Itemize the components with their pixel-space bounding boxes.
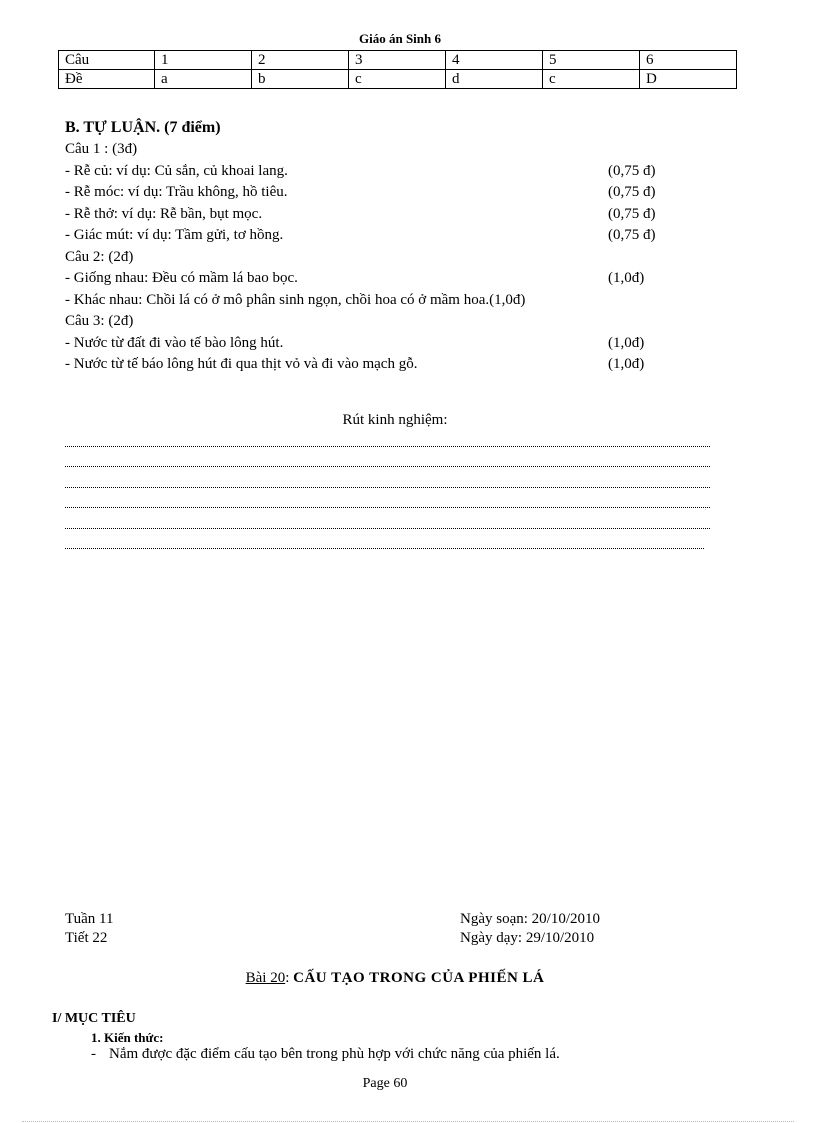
table-cell: D — [640, 70, 737, 89]
essay-line-score: (0,75 đ) — [608, 184, 656, 200]
table-cell: 4 — [446, 51, 543, 70]
essay-line-text: - Rễ củ: ví dụ: Củ sắn, củ khoai lang. — [65, 162, 288, 179]
essay-line-text: - Nước từ tế báo lông hút đi qua thịt vỏ và đi vào mạch gỗ. — [65, 356, 418, 372]
essay-line-text: - Nước từ đất đi vào tế bào lông hút. — [65, 334, 284, 351]
table-cell: c — [349, 70, 446, 89]
week-label: Tuần 11 — [65, 911, 114, 927]
dotted-line — [65, 494, 710, 515]
table-cell: Đề — [59, 70, 155, 89]
experience-dotted-lines — [65, 432, 710, 555]
essay-line — [65, 204, 705, 226]
essay-line-score: (1,0đ) — [608, 334, 645, 351]
essay-line — [65, 311, 705, 333]
table-row — [59, 51, 737, 70]
lesson-number: Bài 20 — [245, 970, 286, 986]
table-cell: 6 — [640, 51, 737, 70]
essay-line-score: (1,0đ) — [608, 270, 645, 286]
essay-line-text: Câu 2: (2đ) — [65, 248, 134, 265]
experience-title: Rút kinh nghiệm: — [342, 412, 448, 428]
essay-line — [65, 161, 705, 183]
objective-bullet-text: Nắm được đặc điểm cấu tạo bên trong phù hợp với chức năng của phiến lá. — [109, 1046, 560, 1062]
essay-line — [65, 290, 705, 312]
dotted-line — [65, 514, 710, 535]
essay-line — [65, 182, 705, 204]
essay-line — [65, 139, 705, 161]
essay-line-text: - Giác mút: ví dụ: Tầm gửi, tơ hồng. — [65, 227, 284, 243]
table-cell: Câu — [59, 51, 155, 70]
knowledge-subheading: 1. Kiến thức: — [91, 1030, 164, 1045]
table-cell: 5 — [543, 51, 640, 70]
essay-line — [65, 333, 705, 355]
dotted-line — [65, 432, 710, 453]
page-number: Page 60 — [362, 1076, 408, 1091]
page-footer-rule — [22, 1121, 794, 1122]
essay-line-text: - Khác nhau: Chồi lá có ở mô phân sinh ngọn, chồi hoa có ở mầm hoa.(1,0đ) — [65, 291, 526, 308]
objective-bullet — [91, 1046, 560, 1063]
essay-line — [65, 268, 705, 290]
table-cell: 1 — [155, 51, 252, 70]
essay-line-score: (0,75 đ) — [608, 162, 656, 179]
teaching-date: Ngày dạy: 29/10/2010 — [460, 930, 595, 946]
essay-line-text: Câu 1 : (3đ) — [65, 141, 138, 157]
objectives-heading: I/ MỤC TIÊU — [52, 1011, 136, 1026]
header-title: Giáo án Sinh 6 — [358, 31, 441, 46]
essay-line — [65, 247, 705, 269]
essay-line — [65, 354, 705, 376]
essay-title-text: B. TỰ LUẬN. — [65, 119, 161, 136]
prepared-date: Ngày soạn: 20/10/2010 — [460, 911, 600, 927]
table-cell: 2 — [252, 51, 349, 70]
dotted-line — [65, 453, 710, 474]
essay-line-text: - Rễ thở: ví dụ: Rễ bần, bụt mọc. — [65, 205, 263, 222]
week-period-info — [65, 910, 114, 948]
essay-line — [65, 225, 705, 247]
table-cell: b — [252, 70, 349, 89]
essay-line-text: Câu 3: (2đ) — [65, 313, 134, 329]
essay-line-score: (1,0đ) — [608, 356, 645, 372]
period-label: Tiết 22 — [65, 930, 108, 946]
table-cell: d — [446, 70, 543, 89]
essay-section — [65, 117, 705, 376]
essay-line-text: - Rễ móc: ví dụ: Trầu không, hồ tiêu. — [65, 184, 288, 200]
essay-title — [65, 117, 705, 139]
essay-line-text: - Giống nhau: Đều có mầm lá bao bọc. — [65, 270, 298, 286]
answer-table — [58, 50, 737, 89]
lesson-name: CẤU TẠO TRONG CỦA PHIẾN LÁ — [293, 970, 545, 986]
essay-points: (7 điểm) — [164, 119, 221, 136]
dotted-line — [65, 473, 710, 494]
bullet-dash: - — [91, 1046, 96, 1062]
lesson-separator: : — [285, 970, 294, 986]
table-cell: 3 — [349, 51, 446, 70]
lesson-title — [0, 970, 790, 987]
table-cell: c — [543, 70, 640, 89]
essay-line-score: (0,75 đ) — [608, 227, 656, 243]
date-info — [460, 910, 600, 948]
dotted-line — [65, 535, 710, 556]
table-row — [59, 70, 737, 89]
table-cell: a — [155, 70, 252, 89]
essay-line-score: (0,75 đ) — [608, 205, 656, 222]
